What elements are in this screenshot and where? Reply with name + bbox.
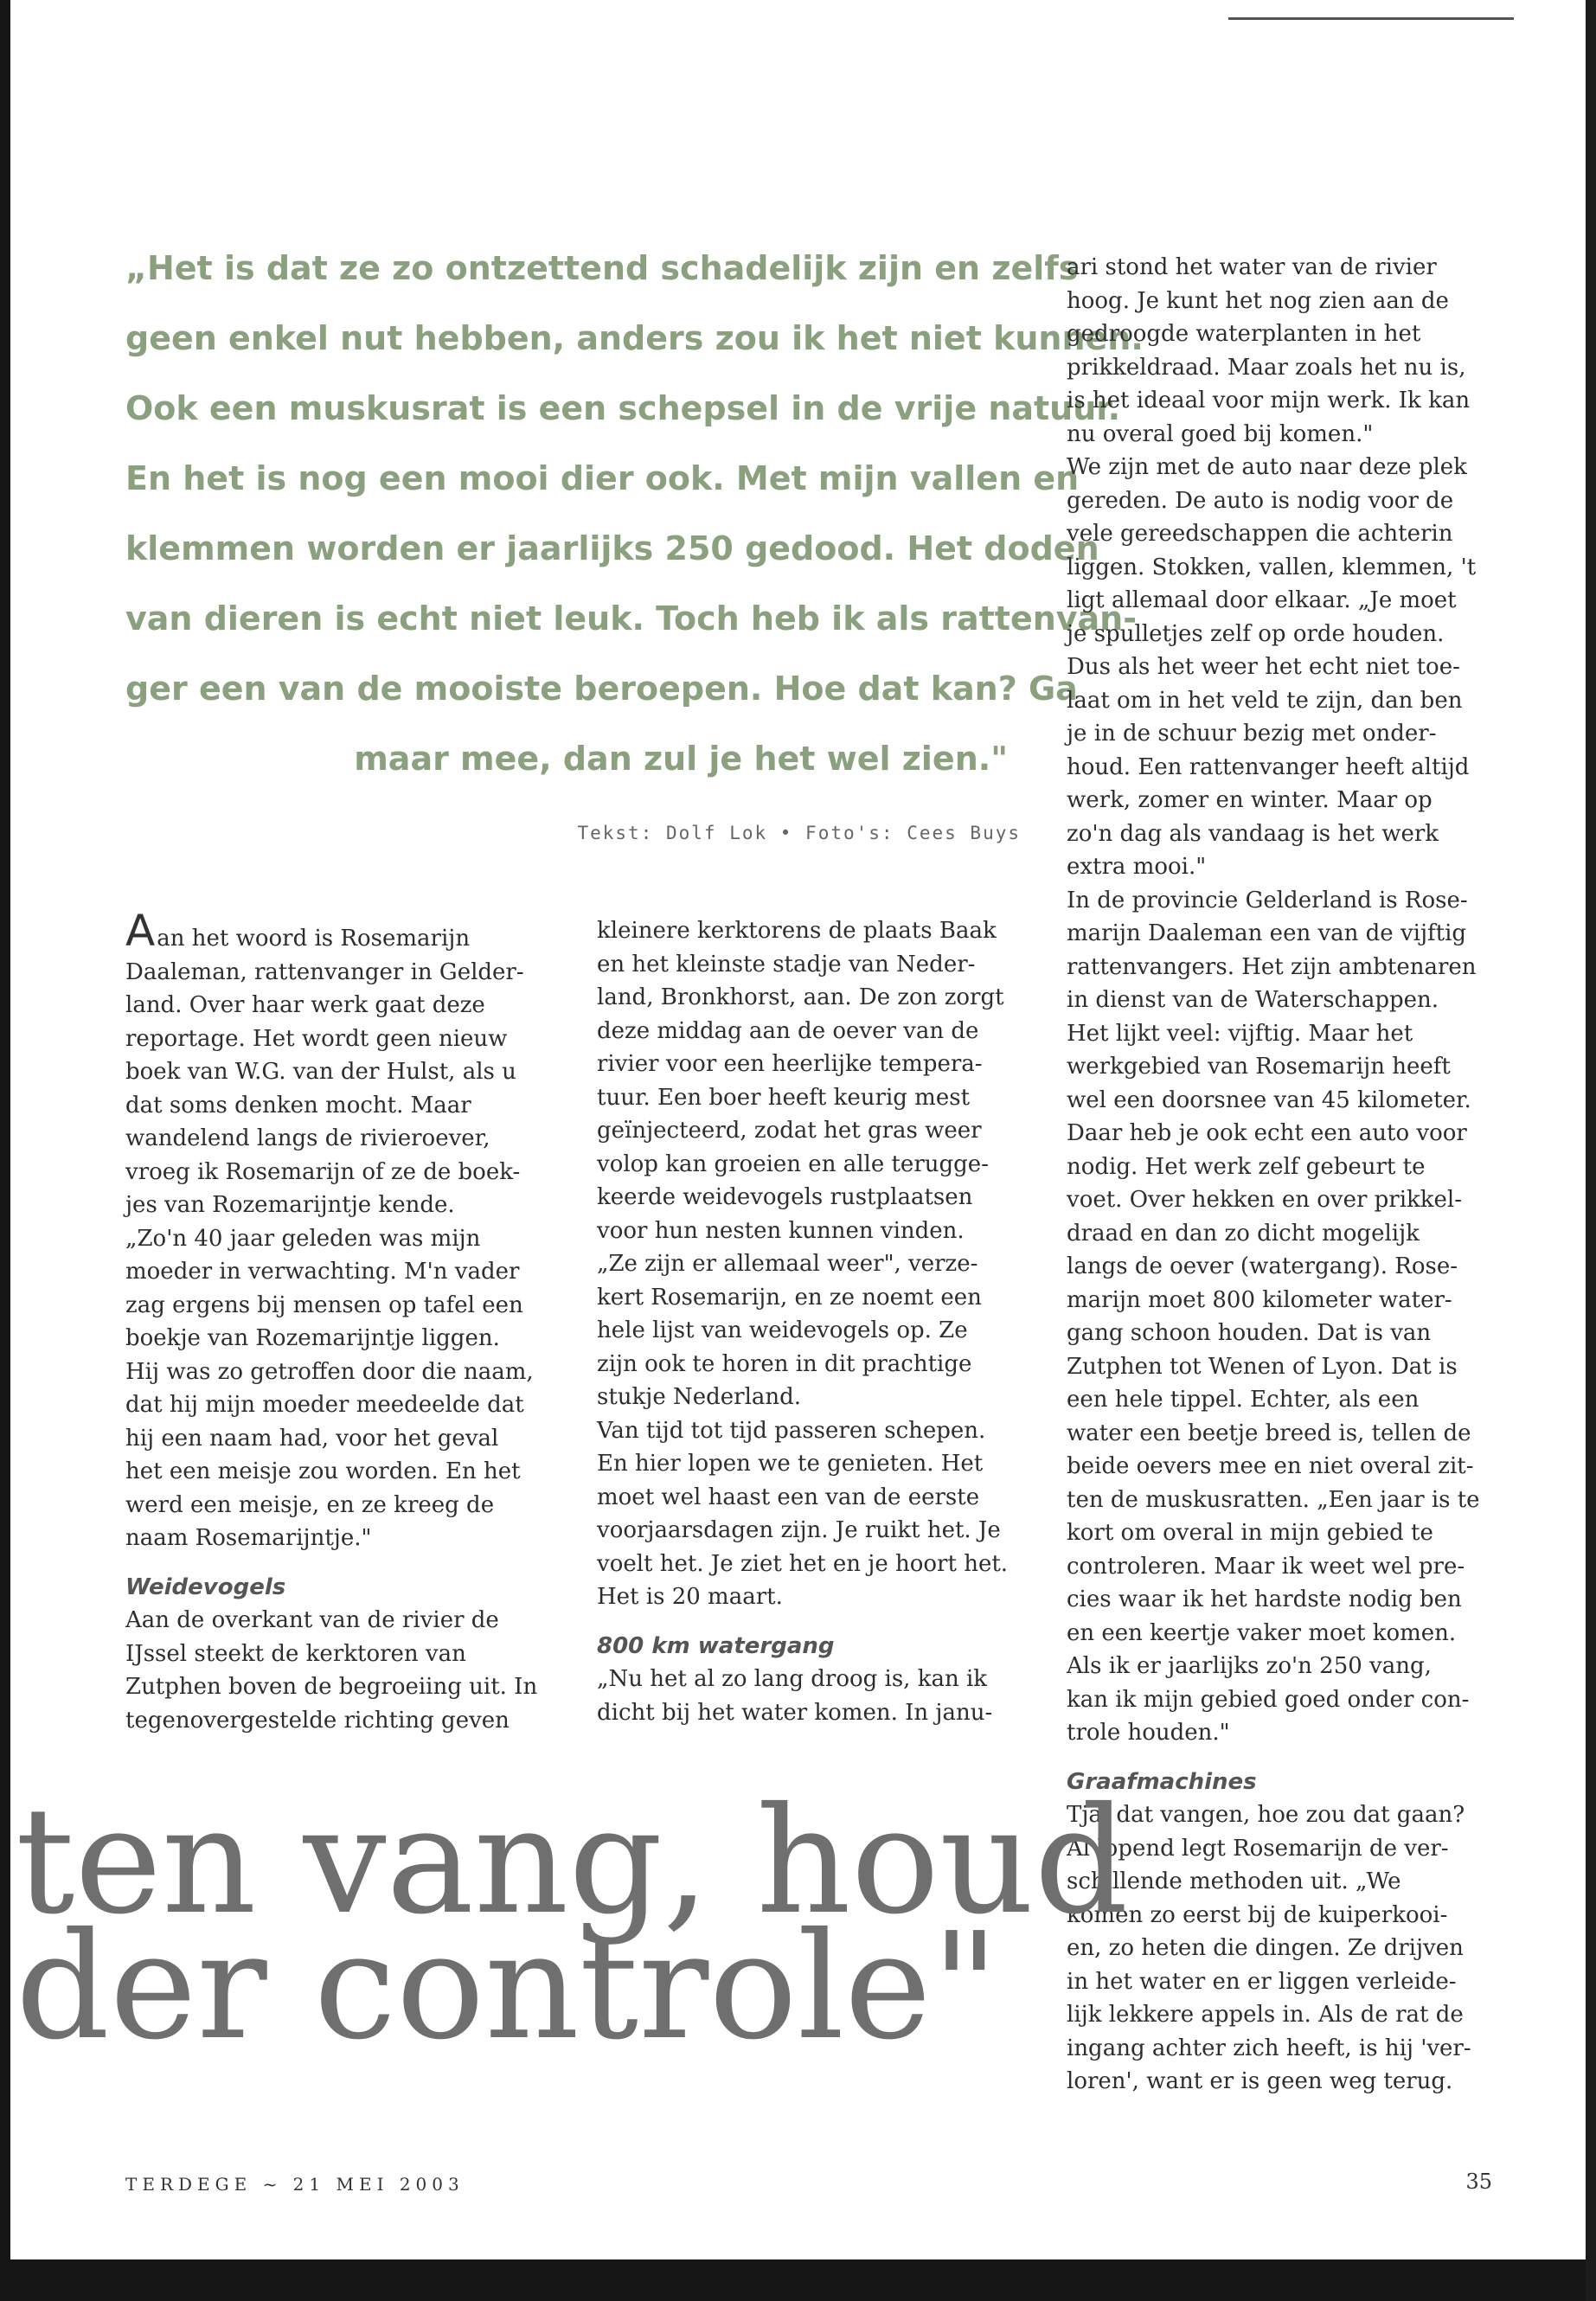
quote-line: klemmen worden er jaarlijks 250 gedood. Het doden xyxy=(125,529,1099,567)
quote-line: Ook een muskusrat is een schepsel in de vrije natuur. xyxy=(125,389,1121,427)
body-line: moet wel haast een van de eerste xyxy=(597,1484,980,1510)
body-line: moeder in verwachting. M'n vader xyxy=(125,1259,520,1285)
body-line: vroeg ik Rosemarijn of ze de boek- xyxy=(125,1158,521,1185)
body-line: loren', want er is geen weg terug. xyxy=(1067,2068,1453,2094)
body-line: water een beetje breed is, tellen de xyxy=(1067,1420,1471,1446)
body-line: tegenovergestelde richting geven xyxy=(125,1707,510,1734)
photo-credit: Tekst: Dolf Lok • Foto's: Cees Buys xyxy=(577,823,1021,843)
body-line: kan ik mijn gebied goed onder con- xyxy=(1067,1686,1470,1713)
body-line: zijn ook te horen in dit prachtige xyxy=(597,1350,972,1377)
body-line: volop kan groeien en alle terugge- xyxy=(597,1150,989,1177)
body-line: deze middag aan de oever van de xyxy=(597,1017,979,1044)
body-line: boek van W.G. van der Hulst, als u xyxy=(125,1059,516,1085)
body-line: controleren. Maar ik weet wel pre- xyxy=(1067,1553,1465,1580)
body-line: kleinere kerktorens de plaats Baak xyxy=(597,918,997,944)
body-line: dat hij mijn moeder meedeelde dat xyxy=(125,1392,524,1418)
body-line: kort om overal in mijn gebied te xyxy=(1067,1520,1433,1546)
body-line: en een keertje vaker moet komen. xyxy=(1067,1619,1457,1646)
page-number: 35 xyxy=(1465,2170,1492,2194)
body-line: hij een naam had, voor het geval xyxy=(125,1425,499,1452)
body-line: je in de schuur bezig met onder- xyxy=(1067,721,1437,747)
body-line: Het lijkt veel: vijftig. Maar het xyxy=(1067,1020,1413,1047)
body-line: reportage. Het wordt geen nieuw xyxy=(125,1025,508,1052)
body-line: tuur. Een boer heeft keurig mest xyxy=(597,1084,971,1111)
body-line: Zutphen boven de begroeiing uit. In xyxy=(125,1674,538,1700)
body-line: IJssel steekt de kerktoren van xyxy=(125,1640,466,1667)
body-line: nodig. Het werk zelf gebeurt te xyxy=(1067,1153,1426,1180)
subheading-weidevogels: Weidevogels xyxy=(125,1574,286,1600)
quote-line: „Het is dat ze zo ontzettend schadelijk zijn en zelfs xyxy=(125,249,1079,287)
body-line: in dienst van de Waterschappen. xyxy=(1067,987,1439,1013)
body-line: voorjaarsdagen zijn. Je ruikt het. Je xyxy=(597,1517,1001,1543)
scan-edge-right xyxy=(1586,0,1596,2301)
headline xyxy=(16,1776,1129,2073)
headline-line-1: ten vang, houd xyxy=(16,1776,1129,1947)
body-line: wel een doorsnee van 45 kilometer. xyxy=(1067,1086,1471,1113)
body-line: vele gereedschappen die achterin xyxy=(1067,521,1453,547)
body-line: komen zo eerst bij de kuiperkooi- xyxy=(1067,1901,1448,1928)
body-line: voor hun nesten kunnen vinden. xyxy=(597,1217,965,1244)
body-line: ten de muskusratten. „Een jaar is te xyxy=(1067,1486,1480,1513)
body-line: Dus als het weer het echt niet toe- xyxy=(1067,654,1460,680)
scan-edge-left xyxy=(0,0,10,2301)
body-line: gereden. De auto is nodig voor de xyxy=(1067,487,1454,514)
body-line: marijn moet 800 kilometer water- xyxy=(1067,1286,1452,1313)
quote-line: En het is nog een mooi dier ook. Met mijn vallen en xyxy=(125,459,1080,497)
body-line: dat soms denken mocht. Maar xyxy=(125,1092,471,1118)
article-column-3 xyxy=(1067,251,1480,2099)
body-line: Aan de overkant van de rivier de xyxy=(125,1607,499,1633)
body-line: Daar heb je ook echt een auto voor xyxy=(1067,1120,1467,1146)
body-line: het een meisje zou worden. En het xyxy=(125,1458,521,1484)
body-line: rivier voor een heerlijke tempera- xyxy=(597,1051,983,1077)
subheading-graafmachines: Graafmachines xyxy=(1067,1768,1257,1795)
body-line: in het water en er liggen verleide- xyxy=(1067,1968,1457,1995)
magazine-footer: TERDEGE ~ 21 MEI 2003 xyxy=(125,2174,465,2195)
body-line: jes van Rozemarijntje kende. xyxy=(125,1192,455,1218)
body-line: Het is 20 maart. xyxy=(597,1584,783,1610)
body-line: voelt het. Je ziet het en je hoort het. xyxy=(597,1550,1009,1577)
scan-edge-top xyxy=(1228,17,1514,20)
body-line: Tja, dat vangen, hoe zou dat gaan? xyxy=(1067,1802,1465,1828)
body-line: gedroogde waterplanten in het xyxy=(1067,321,1421,347)
body-line: en het kleinste stadje van Neder- xyxy=(597,951,976,977)
body-line: Als ik er jaarlijks zo'n 250 vang, xyxy=(1067,1653,1432,1679)
body-line: is het ideaal voor mijn werk. Ik kan xyxy=(1067,388,1471,413)
quote-line: ger een van de mooiste beroepen. Hoe dat kan? Ga xyxy=(125,670,1078,708)
body-line: prikkeldraad. Maar zoals het nu is, xyxy=(1067,354,1466,381)
body-line: stukje Nederland. xyxy=(597,1384,802,1410)
body-line: draad en dan zo dicht mogelijk xyxy=(1067,1220,1420,1247)
body-line: keerde weidevogels rustplaatsen xyxy=(597,1184,973,1210)
body-line: In de provincie Gelderland is Rose- xyxy=(1067,887,1468,913)
body-line: ingang achter zich heeft, is hij 'ver- xyxy=(1067,2035,1471,2061)
body-line: zo'n dag als vandaag is het werk xyxy=(1067,820,1439,847)
intro-line xyxy=(125,906,537,956)
quote-line: maar mee, dan zul je het wel zien." xyxy=(354,740,1008,778)
body-line: beide oevers mee en niet overal zit- xyxy=(1067,1453,1474,1479)
body-line: voet. Over hekken en over prikkel- xyxy=(1067,1187,1463,1213)
body-line: „Zo'n 40 jaar geleden was mijn xyxy=(125,1225,481,1252)
body-line: liggen. Stokken, vallen, klemmen, 't xyxy=(1067,554,1477,580)
body-line: houd. Een rattenvanger heeft altijd xyxy=(1067,753,1470,780)
quote-line: geen enkel nut hebben, anders zou ik het niet kunnen. xyxy=(125,319,1144,357)
body-line: werd een meisje, en ze kreeg de xyxy=(125,1491,495,1518)
body-line: schillende methoden uit. „We xyxy=(1067,1868,1401,1894)
body-line: Zutphen tot Wenen of Lyon. Dat is xyxy=(1067,1353,1458,1380)
body-line: werkgebied van Rosemarijn heeft xyxy=(1067,1054,1451,1080)
body-line: trole houden." xyxy=(1067,1720,1230,1746)
body-line: nu overal goed bij komen." xyxy=(1067,420,1374,447)
drop-cap: A xyxy=(125,906,156,956)
body-line: hoog. Je kunt het nog zien aan de xyxy=(1067,287,1449,314)
body-line: langs de oever (watergang). Rose- xyxy=(1067,1253,1458,1279)
body-line: Van tijd tot tijd passeren schepen. xyxy=(597,1417,986,1444)
body-line: lijk lekkere appels in. Als de rat de xyxy=(1067,2002,1464,2028)
body-line: hele lijst van weidevogels op. Ze xyxy=(597,1317,968,1343)
body-line: extra mooi." xyxy=(1067,854,1207,880)
body-line: „Ze zijn er allemaal weer", verze- xyxy=(597,1251,978,1277)
body-line: ari stond het water van de rivier xyxy=(1067,254,1437,280)
body-line: geïnjecteerd, zodat het gras weer xyxy=(597,1118,982,1144)
body-line: We zijn met de auto naar deze plek xyxy=(1067,454,1467,480)
body-line: Al lopend legt Rosemarijn de ver- xyxy=(1067,1835,1449,1862)
body-line: marijn Daaleman een van de vijftig xyxy=(1067,920,1467,946)
body-line: „Nu het al zo lang droog is, kan ik xyxy=(597,1666,988,1692)
body-line: en, zo heten die dingen. Ze drijven xyxy=(1067,1935,1464,1961)
body-line: kert Rosemarijn, en ze noemt een xyxy=(597,1284,982,1311)
article-column-1 xyxy=(125,906,538,1737)
body-line: dicht bij het water komen. In janu- xyxy=(597,1699,993,1726)
body-line: ligt allemaal door elkaar. „Je moet xyxy=(1067,587,1457,613)
scan-edge-bottom xyxy=(10,2259,1586,2301)
body-line: cies waar ik het hardste nodig ben xyxy=(1067,1586,1462,1612)
body-line: Daaleman, rattenvanger in Gelder- xyxy=(125,958,524,985)
body-line: boekje van Rozemarijntje liggen. xyxy=(125,1325,500,1351)
article-column-2 xyxy=(597,914,1008,1729)
body-line: gang schoon houden. Dat is van xyxy=(1067,1320,1432,1346)
body-line: laat om in het veld te zijn, dan ben xyxy=(1067,687,1463,714)
subheading-watergang: 800 km watergang xyxy=(597,1632,835,1659)
body-line: land. Over haar werk gaat deze xyxy=(125,992,485,1018)
headline-line-2: der controle" xyxy=(16,1901,999,2073)
body-line: land, Bronkhorst, aan. De zon zorgt xyxy=(597,984,1004,1010)
body-line: zag ergens bij mensen op tafel een xyxy=(125,1292,523,1318)
quote-line: van dieren is echt niet leuk. Toch heb ik als rattenvan- xyxy=(125,599,1138,638)
first-line-text: an het woord is Rosemarijn xyxy=(157,926,471,952)
body-line: rattenvangers. Het zijn ambtenaren xyxy=(1067,953,1477,980)
body-line: naam Rosemarijntje." xyxy=(125,1525,372,1551)
body-line: wandelend langs de rivieroever, xyxy=(125,1125,490,1151)
body-line: Hij was zo getroffen door die naam, xyxy=(125,1358,534,1385)
pull-quote xyxy=(125,234,1144,794)
body-line: En hier lopen we te genieten. Het xyxy=(597,1451,984,1477)
body-line: je spulletjes zelf op orde houden. xyxy=(1067,620,1445,647)
body-line: werk, zomer en winter. Maar op xyxy=(1067,787,1433,813)
body-line: een hele tippel. Echter, als een xyxy=(1067,1387,1420,1413)
